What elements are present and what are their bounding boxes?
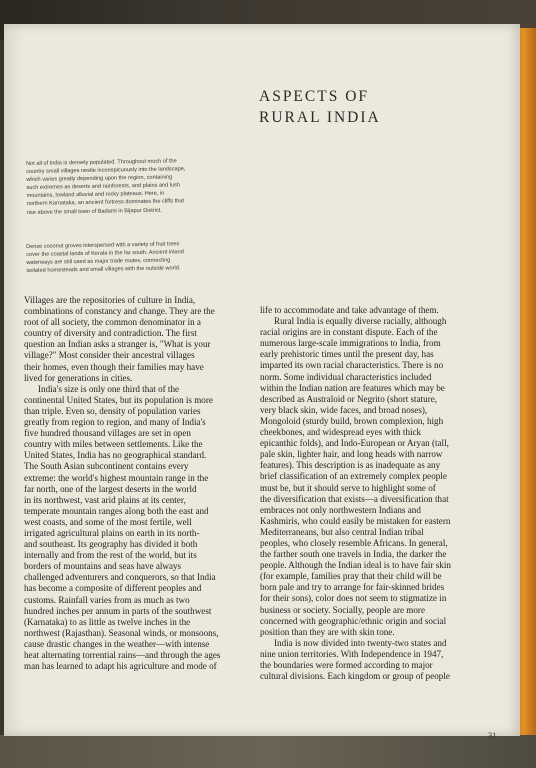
caption-line: northern Karnataka, an ancient fortress dominates the cliffs that [26, 198, 185, 208]
body-line: borders of mountains and seas have always [24, 561, 182, 572]
body-line: extreme: the world's highest mountain range in the [24, 472, 209, 483]
caption-line: rise above the small town of Badami in Bijapur District. [26, 207, 162, 216]
page-number: 31 [488, 730, 497, 740]
caption-line: mountains, lowland alluvial and rocky plateaus. Here, in [26, 190, 165, 200]
body-line: concerned with geographic/ethnic origin and social [260, 615, 447, 626]
body-line: people. Although the Indian ideal is to have fair skin [260, 560, 451, 571]
body-line: northwest (Rajasthan). Seasonal winds, or monsoons, [24, 627, 219, 638]
book-page [4, 24, 520, 740]
body-line: imparted its own racial characteristics. There is no [260, 360, 444, 371]
caption-line: such extremes as deserts and rainforests, and plains and lush [26, 182, 181, 192]
chapter-title-line: RURAL INDIA [259, 109, 381, 126]
body-line: combinations of constancy and change. They are the [24, 306, 215, 317]
body-line: in its northwest, vast arid plains at its center, [24, 494, 186, 505]
body-line: country of diversity and contradiction. The first [24, 328, 197, 339]
body-line: man has learned to adapt his agriculture and mode of [24, 661, 217, 672]
body-line: The South Asian subcontinent contains every [24, 461, 189, 472]
body-line: life to accommodate and take advantage of them. [260, 305, 439, 315]
body-line: peoples, who closely resemble Africans. In general, [260, 537, 448, 548]
body-line: business or society. Socially, people are more [260, 604, 425, 615]
caption-line: country small villages nestle inconspicuously into the landscape, [26, 166, 186, 176]
body-line: numerous large-scale immigrations to India, from [260, 338, 441, 349]
caption-line: waterways are still used as major trade routes, connecting [26, 257, 171, 267]
body-line: irrigated agricultural plains on earth in its north- [24, 527, 200, 538]
body-line: Mediterraneans, but also central Indian tribal [260, 526, 424, 537]
body-line: cheekbones, and widespread eyes with thick [260, 427, 422, 438]
body-line: cultural divisions. Each kingdom or group of people [260, 671, 450, 682]
body-line: than triple. Even so, density of population varies [24, 405, 201, 416]
body-line: the boundaries were formed according to major [260, 660, 433, 670]
body-line: country with miles between settlements. Like the [24, 439, 203, 450]
caption-line: Dense coconut groves interspersed with a variety of fruit trees [26, 241, 180, 250]
caption-line: isolated homesteads and small villages with the outside world. [26, 265, 181, 275]
body-line: Kashmiris, who could easily be mistaken for eastern [260, 515, 451, 526]
body-line: and southeast. Its geography has divided it both [24, 539, 198, 550]
body-line: lived for generations in cities. [24, 372, 133, 383]
body-line: village?" Most consider their ancestral villages [24, 350, 195, 361]
photo-caption-2 [26, 239, 239, 275]
body-line: India is now divided into twenty-two states and [274, 637, 447, 648]
body-line: challenged adventurers and conquerors, so that India [24, 572, 216, 583]
body-line: features). This description is as inadequate as any [260, 460, 441, 471]
body-line: for their sons), color does not seem to stigmatize in [260, 593, 447, 604]
body-column-right [260, 305, 506, 682]
body-line: very black skin, wide faces, and broad noses), [260, 404, 428, 415]
body-line: within the Indian nation are features which may be [260, 382, 445, 393]
body-line: United States, India has no geographical standard. [24, 450, 207, 461]
body-line: racial origins are in constant dispute. Each of the [260, 327, 438, 338]
body-line: west coasts, and some of the most fertile, well [24, 516, 192, 527]
body-line: question an Indian asks a stranger is, "What is your [24, 339, 211, 350]
chapter-title-line: ASPECTS OF [259, 88, 370, 105]
body-line: born pale and try to arrange for fair-skinned brides [260, 582, 445, 593]
background-bottom [0, 735, 536, 768]
body-line: hundred inches per annum in parts of the southwest [24, 605, 212, 616]
body-line: temperate mountain ranges along both the east and [24, 505, 209, 516]
body-line: cause drastic changes in the weather—with intense [24, 638, 210, 649]
body-line: five hundred thousand villages are set in open [24, 428, 191, 439]
body-line: early prehistoric times until the present day, has [260, 349, 434, 360]
body-line: norm. Some individual characteristics included [260, 371, 432, 382]
caption-line: which varies greatly depending upon the region, containing [26, 174, 173, 184]
caption-line: cover the coastal lands of Kerala in the far south. Ancient inland [26, 249, 184, 259]
body-line: Mongoloid (sturdy build, brown complexion, high [260, 415, 444, 426]
body-line: pale skin, lighter hair, and long heads with narrow [260, 449, 443, 460]
body-line: heat alternating torrential rains—and through the ages [24, 650, 221, 660]
body-line: Villages are the repositories of culture in India, [24, 295, 196, 305]
photo-caption-1 [26, 156, 239, 216]
body-line: the diversification that exists—a diversification that [260, 493, 449, 504]
body-line: embraces not only northwestern Indians and [260, 504, 421, 515]
body-column-left [24, 295, 256, 672]
body-line: internally and from the rest of the world, but its [24, 550, 197, 561]
body-line: continental United States, but its population is more [24, 394, 213, 405]
body-line: India's size is only one third that of the [38, 383, 180, 394]
chapter-title [259, 86, 459, 128]
body-line: has become a composite of different peoples and [24, 583, 202, 594]
body-line: (for example, families pray that their child will be [260, 571, 442, 582]
body-line: Rural India is equally diverse racially, although [274, 316, 447, 327]
body-line: brief classification of an extremely complex people [260, 471, 447, 482]
body-line: (Karnataka) to as little as twelve inches in the [24, 616, 191, 627]
body-line: customs. Rainfall varies from as much as two [24, 594, 190, 605]
body-line: position than they are with skin tone. [260, 626, 395, 637]
body-line: nine union territories. With Independence in 1947, [260, 648, 444, 659]
body-line: root of all society, the common denominator in a [24, 317, 201, 328]
body-line: the farther south one travels in India, the darker the [260, 549, 447, 560]
caption-line: Not all of India is densely populated. Throughout much of the [26, 158, 177, 167]
body-line: far north, one of the largest deserts in the world [24, 483, 197, 494]
body-line: greatly from region to region, and many of India's [24, 417, 206, 428]
body-line: their homes, even though their families may have [24, 361, 204, 372]
body-line: epicanthic folds), and Indo-European or Aryan (tall, [260, 438, 449, 449]
body-line: described as Australoid or Negrito (short stature, [260, 393, 438, 404]
body-line: must be, but it should serve to highlight some of [260, 482, 436, 493]
